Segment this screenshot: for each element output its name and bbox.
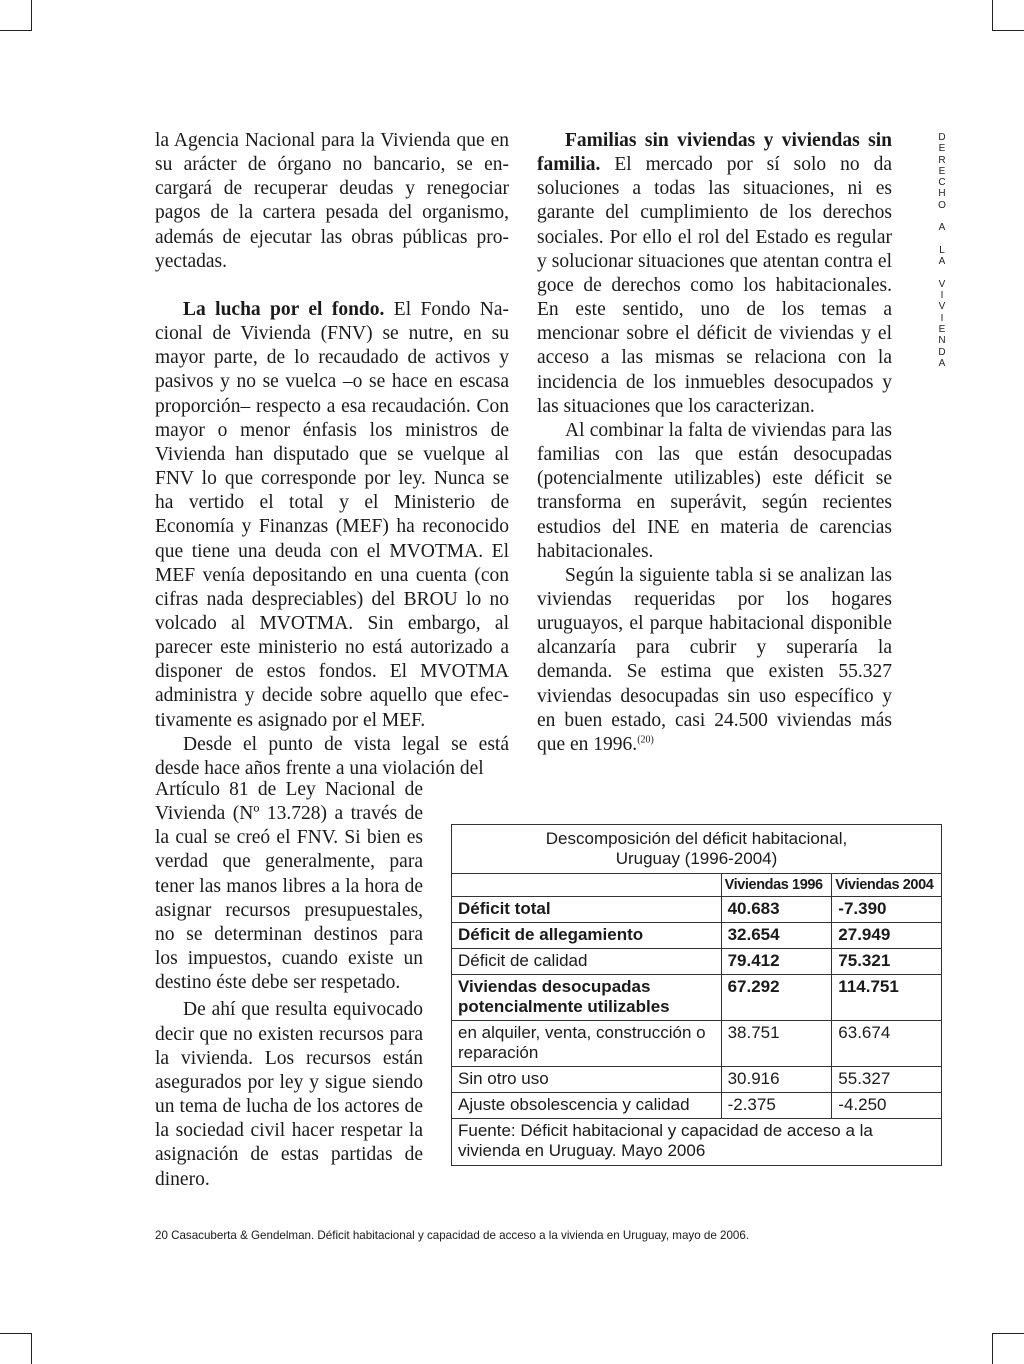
paragraph-punto-legal-bottom: Artículo 81 de Ley Nacional de Vivienda (Nº 13.728) a través de la cual se creó el FNV. Si bien es verdad que generalmente, para tener las manos libres a la hora de asignar recursos presupuestales, no se determinan destinos para los impuestos, cuando existe un destino éste debe ser respetado. (155, 779, 423, 994)
table-row-label: Déficit de allegamiento (452, 923, 722, 949)
table-row-label: en alquiler, venta, construcción o reparación (452, 1021, 722, 1067)
table-row-label: Sin otro uso (452, 1067, 722, 1093)
table-caption-line: Descomposición del déficit habitacional, (545, 829, 848, 848)
running-header-letter: V (938, 278, 946, 290)
table-row (452, 1021, 942, 1067)
paragraph-text: Según la siguiente tabla si se analizan las viviendas requeridas por los hogares uruguayos, el parque habitacional disponible alcanzaría para cubrir y superaría la demanda. Se estima que existen 55.327 viviendas desocupadas sin uso específico y en buen estado, casi 24.500 viviendas más que en 1996. (537, 564, 892, 755)
table-cell-1996: 30.916 (721, 1067, 832, 1093)
running-header-letter: D (938, 132, 946, 143)
table-cell-1996: 32.654 (721, 923, 832, 949)
paragraph-punto-legal-top: Desde el punto de vista legal se está desde hace años frente a una violación del (155, 733, 509, 779)
running-header-letter: A (938, 222, 946, 234)
table-caption (452, 825, 942, 874)
footnote-reference: (20) (637, 734, 654, 746)
table-cell-2004: 27.949 (832, 923, 942, 949)
paragraph-tabla (537, 564, 892, 757)
table-caption-row (452, 825, 942, 874)
right-column (537, 129, 892, 757)
paragraph-combinar: Al combinar la falta de viviendas para las familias con las que están desocupadas (potencialmente utilizables) este déficit se transforma en superávit, según recientes estudios del INE en materia de carencias habitacionales. (537, 419, 892, 562)
table-cell-1996: 79.412 (721, 949, 832, 975)
crop-mark (992, 1333, 993, 1364)
running-header-letter: E (938, 165, 946, 177)
table-row-label: Déficit total (452, 897, 722, 923)
table-row (452, 1093, 942, 1119)
section-lead-heading: Familias sin viviendas y viviendas sin familia. (537, 130, 892, 176)
running-header-letter: L (939, 244, 945, 256)
table-source-row (452, 1119, 942, 1166)
table-cell-1996: 40.683 (721, 897, 832, 923)
table-cell-2004: 55.327 (832, 1067, 942, 1093)
table-cell-1996: 38.751 (721, 1021, 832, 1067)
running-header-letter: A (938, 357, 946, 369)
running-header-letter: E (938, 324, 946, 336)
table-cell-2004: 63.674 (832, 1021, 942, 1067)
running-header-letter: R (938, 154, 946, 166)
table-row (452, 897, 942, 923)
table-row (452, 975, 942, 1021)
crop-mark (31, 0, 32, 31)
table-row (452, 923, 942, 949)
paragraph-lucha-fondo (155, 298, 509, 733)
crop-mark (0, 30, 31, 31)
running-header-letter: D (938, 346, 946, 358)
deficit-table (451, 824, 942, 1166)
paragraph-continuation: la Agencia Nacional para la Vivienda que en su arácter de órgano no bancario, se encargará de recuperar deudas y renegociar pagos de la cartera pesada del organismo, además de ejecutar las obras públicas proyectadas. (155, 130, 509, 272)
table-row (452, 949, 942, 975)
running-header-letter: O (938, 199, 946, 211)
footnote: 20 Casacuberta & Gendelman. Déficit habitacional y capacidad de acceso a la vivienda en Uruguay, mayo de 2006. (155, 1229, 750, 1242)
crop-mark (993, 1333, 1024, 1334)
table-cell-1996: 67.292 (721, 975, 832, 1021)
left-column (155, 129, 509, 781)
table-row-label: Viviendas desocupadas potencialmente utilizables (452, 975, 722, 1021)
table-header-cell: Viviendas 2004 (832, 874, 942, 897)
crop-mark (992, 0, 993, 31)
table-row-label: Déficit de calidad (452, 949, 722, 975)
table-caption-line: Uruguay (1996-2004) (615, 849, 778, 868)
running-header-letter (935, 268, 949, 279)
table-cell-1996: -2.375 (721, 1093, 832, 1119)
section-lead-heading: La lucha por el fondo. (183, 298, 385, 320)
paragraph-familias (537, 129, 892, 419)
running-header-letter: V (938, 301, 946, 313)
running-header-letter (935, 211, 949, 222)
running-header-letter: N (938, 335, 946, 347)
table-row-label: Ajuste obsolescencia y calidad (452, 1093, 722, 1119)
paragraph-text: El mercado por sí solo no da soluciones a todas las situaciones, ni es garante del cumplimiento de los derechos sociales. Por ello el rol del Estado es regular y solucionar situaciones que atentan contra el goce de derechos como los habitacionales. En este sentido, uno de los temas a mencionar sobre el déficit de viviendas y el acceso a las mismas se relaciona con la incidencia de los inmuebles desocupados y las situaciones que los caracterizan. (537, 154, 892, 417)
table-header-cell: Viviendas 1996 (721, 874, 832, 897)
table-cell-2004: -4.250 (832, 1093, 942, 1119)
crop-mark (31, 1333, 32, 1364)
table-row (452, 1067, 942, 1093)
running-header-letter: A (938, 256, 946, 268)
running-header-letter: I (940, 312, 944, 324)
running-header (935, 132, 949, 369)
table-cell-2004: 75.321 (832, 949, 942, 975)
running-header-letter (935, 234, 949, 245)
paragraph-recursos: De ahí que resulta equivocado decir que no existen recursos para la vivienda. Los recursos están asegurados por ley y sigue siendo un tema de lucha de los actores de la sociedad civil hacer respetar la asignación de estas partidas de dinero. (155, 999, 423, 1190)
running-header-letter: H (938, 188, 946, 200)
table-cell-2004: -7.390 (832, 897, 942, 923)
running-header-letter: I (940, 290, 944, 302)
left-column-narrow (155, 778, 423, 1192)
running-header-letter: C (938, 177, 946, 189)
crop-mark (993, 30, 1024, 31)
paragraph-text: El Fondo Nacional de Vivienda (FNV) se nutre, en su mayor parte, de lo recaudado de activos y pasivos y no se vuelca –o se hace en escasa proporción– respecto a esa recaudación. Con mayor o menor énfasis los ministros de Vivienda han disputado que se vuelque al FNV lo que corresponde por ley. Nunca se ha vertido el total y el Ministerio de Economía y Finanzas (MEF) ha reconocido que tiene una deuda con el MVOTMA. El MEF venía depositando en una cuenta (con cifras nada despreciables) del BROU lo no volcado al MVOTMA. Sin embargo, al parecer este ministerio no está autorizado a disponer de estos fondos. El MVOTMA administra y decide sobre aquello que efectivamente es asignado por el MEF. (155, 298, 509, 731)
table-header-cell (452, 874, 722, 897)
table-cell-2004: 114.751 (832, 975, 942, 1021)
table-source: Fuente: Déficit habitacional y capacidad de acceso a la vivienda en Uruguay. Mayo 2006 (452, 1119, 942, 1166)
running-header-letter: E (938, 143, 946, 155)
table-header-row (452, 874, 942, 897)
crop-mark (0, 1333, 31, 1334)
